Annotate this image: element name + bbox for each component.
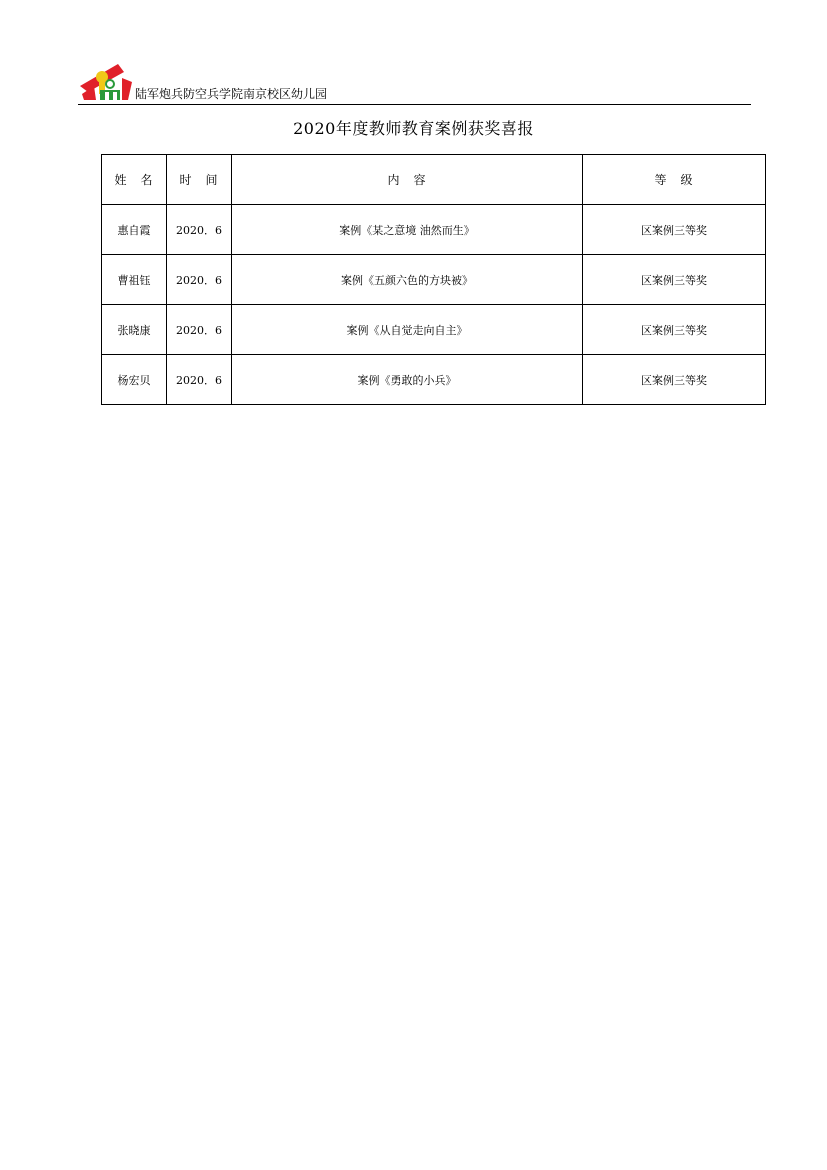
kindergarten-logo-icon: [78, 60, 134, 102]
document-title: 2020年度教师教育案例获奖喜报: [293, 119, 534, 138]
cell-name: 张晓康: [102, 305, 167, 355]
cell-level: 区案例三等奖: [583, 355, 766, 405]
column-header-content: 内 容: [232, 155, 583, 205]
cell-level: 区案例三等奖: [583, 205, 766, 255]
cell-content: 案例《勇敢的小兵》: [232, 355, 583, 405]
awards-table: [101, 154, 766, 405]
cell-time: 2020．6: [167, 305, 232, 355]
cell-time: 2020．6: [167, 355, 232, 405]
table-row: [102, 255, 766, 305]
page-header: [78, 58, 751, 105]
cell-name: 杨宏贝: [102, 355, 167, 405]
table-row: [102, 205, 766, 255]
column-header-time: 时 间: [167, 155, 232, 205]
column-header-name: 姓 名: [102, 155, 167, 205]
table-row: [102, 355, 766, 405]
org-name: 陆军炮兵防空兵学院南京校区幼儿园: [135, 87, 328, 101]
cell-level: 区案例三等奖: [583, 255, 766, 305]
cell-time: 2020．6: [167, 255, 232, 305]
cell-name: 惠自霞: [102, 205, 167, 255]
cell-content: 案例《从自觉走向自主》: [232, 305, 583, 355]
table-header-row: [102, 155, 766, 205]
cell-level: 区案例三等奖: [583, 305, 766, 355]
cell-content: 案例《五颜六色的方块被》: [232, 255, 583, 305]
column-header-level: 等 级: [583, 155, 766, 205]
cell-content: 案例《某之意境 油然而生》: [232, 205, 583, 255]
table-row: [102, 305, 766, 355]
cell-time: 2020．6: [167, 205, 232, 255]
cell-name: 曹祖钰: [102, 255, 167, 305]
